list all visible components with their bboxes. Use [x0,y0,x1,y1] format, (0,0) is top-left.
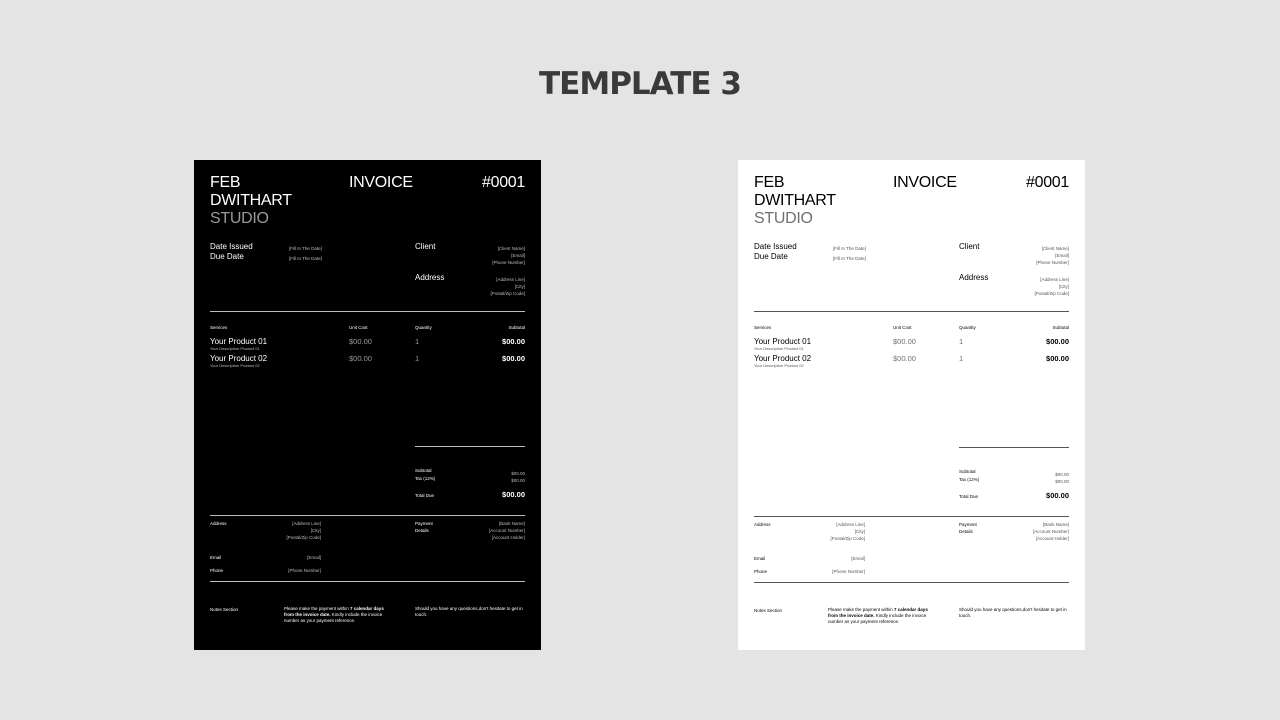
total-due-value: $00.00 [1046,491,1069,500]
client-phone: [Phone Number] [492,260,525,265]
address-label: Address [415,273,445,282]
footer-phone-label: Phone [210,568,224,573]
company-name [210,174,292,228]
address-city: [City] [1058,284,1069,289]
invoice-number: #0001 [482,174,525,191]
subtotal-value: $00.00 [511,471,525,476]
tax-label: Tax (12%) [959,477,980,482]
header-subtotal: Subtotal [1052,325,1069,330]
client-label: Client [415,242,436,251]
item-name: Your Product 01 [210,337,268,346]
invoice-title: INVOICE [349,174,413,191]
table-row [754,337,811,351]
footer-email-value: [Email] [851,556,865,561]
due-date-value: [Fill In The Date] [833,256,866,261]
footer-address-label: Address [210,521,227,526]
total-due-label: Total Due [415,493,435,498]
footer-address-city: [City] [310,528,321,533]
divider [210,311,525,312]
account-holder: [Account Holder] [1035,536,1069,541]
payment-label-line-2: Details [415,528,429,533]
footer-address-info [254,520,321,541]
payment-info [489,520,525,541]
address-label: Address [959,273,989,282]
company-line-3: STUDIO [210,210,269,227]
payment-label-line-1: Payment [415,521,433,526]
payment-info [1033,521,1069,542]
item-subtotal: $00.00 [1046,354,1069,363]
invoice-dark-template [194,160,541,650]
footer-address-label: Address [754,522,771,527]
page-title: TEMPLATE 3 [539,66,741,102]
subtotal-value: $00.00 [1055,472,1069,477]
client-name: [Client Name] [497,246,525,251]
address-info [1034,276,1069,297]
date-issued-value: [Fill In The Date] [833,246,866,251]
address-postal: [Postal/Zip Code] [490,291,525,296]
table-row [210,337,267,351]
footer-email-label: Email [754,556,766,561]
footer-address-postal: [Postal/Zip Code] [830,536,865,541]
divider [210,581,525,582]
table-row [210,354,267,368]
payment-label-line-1: Payment [959,522,977,527]
totals-divider [959,447,1069,448]
item-description: Your Description Product 01 [210,346,260,351]
questions-text: Should you have any questions,don't hesitate to get in touch. [959,607,1067,618]
notes-text [828,607,938,625]
notes-text-end: Kindly include the invoice number as your payment reference. [828,613,927,624]
address-city: [City] [514,284,525,289]
item-subtotal: $00.00 [502,354,525,363]
footer-phone-label: Phone [754,569,768,574]
company-line-2: DWITHART [210,192,292,209]
client-email: [Email] [1055,253,1069,258]
table-row [754,354,811,368]
header-quantity: Quantity [959,325,976,330]
item-qty: 1 [415,354,420,363]
client-info [1036,245,1069,266]
footer-address-city: [City] [854,529,865,534]
address-postal: [Postal/Zip Code] [1034,291,1069,296]
payment-label [415,520,433,534]
totals-divider [415,446,525,447]
company-name [754,174,836,228]
footer-email-value: [Email] [307,555,321,560]
notes-label: Notes Section [210,607,239,612]
item-unit-cost: $00.00 [349,354,372,363]
item-unit-cost: $00.00 [893,354,916,363]
invoice-number: #0001 [1026,174,1069,191]
footer-address-info [798,521,865,542]
total-due-value: $00.00 [502,490,525,499]
notes-text [284,606,394,624]
divider [754,516,1069,517]
payment-label [959,521,977,535]
payment-label-line-2: Details [959,529,973,534]
notes-text-start: Please make the payment within [828,607,895,612]
date-issued-label: Date Issued [754,242,797,251]
item-qty: 1 [959,354,964,363]
company-line-1: FEB [754,174,785,191]
header-quantity: Quantity [415,325,432,330]
tax-value: $00.00 [1055,479,1069,484]
header-services: Services [210,325,228,330]
bank-name: [Bank Name] [498,521,525,526]
company-line-1: FEB [210,174,241,191]
client-info [492,245,525,266]
item-description: Your Description Product 02 [210,363,260,368]
footer-phone-value: [Phone Number] [832,569,865,574]
client-name: [Client Name] [1041,246,1069,251]
item-name: Your Product 02 [210,354,268,363]
account-number: [Account Number] [488,528,525,533]
due-date-value: [Fill In The Date] [289,256,322,261]
notes-text-end: Kindly include the invoice number as your payment reference. [284,612,383,623]
item-unit-cost: $00.00 [893,337,916,346]
divider [210,515,525,516]
footer-address-line: [Address Line] [836,522,865,527]
header-unit-cost: Unit Cost [893,325,912,330]
due-date-label: Due Date [754,252,788,261]
tax-label: Tax (12%) [415,476,436,481]
bank-name: [Bank Name] [1042,522,1069,527]
address-info [490,276,525,297]
questions-text: Should you have any questions,don't hesitate to get in touch. [415,606,523,617]
item-name: Your Product 01 [754,337,812,346]
date-issued-value: [Fill In The Date] [289,246,322,251]
item-subtotal: $00.00 [1046,337,1069,346]
item-qty: 1 [959,337,964,346]
item-qty: 1 [415,337,420,346]
account-holder: [Account Holder] [491,535,525,540]
company-line-2: DWITHART [754,192,836,209]
client-email: [Email] [511,253,525,258]
item-unit-cost: $00.00 [349,337,372,346]
item-description: Your Description Product 01 [754,346,804,351]
footer-phone-value: [Phone Number] [288,568,321,573]
client-phone: [Phone Number] [1036,260,1069,265]
total-due-label: Total Due [959,494,979,499]
notes-label: Notes Section [754,608,783,613]
header-subtotal: Subtotal [508,325,525,330]
item-description: Your Description Product 02 [754,363,804,368]
header-services: Services [754,325,772,330]
footer-address-postal: [Postal/Zip Code] [286,535,321,540]
item-name: Your Product 02 [754,354,812,363]
invoice-title: INVOICE [893,174,957,191]
divider [754,582,1069,583]
company-line-3: STUDIO [754,210,813,227]
divider [754,311,1069,312]
tax-value: $00.00 [511,478,525,483]
footer-email-label: Email [210,555,222,560]
notes-text-bold: 7 calendar days from the invoice date. [828,607,928,618]
header-unit-cost: Unit Cost [349,325,368,330]
client-label: Client [959,242,980,251]
subtotal-label: Subtotal [415,468,432,473]
footer-address-line: [Address Line] [292,521,321,526]
subtotal-label: Subtotal [959,469,976,474]
notes-text-start: Please make the payment within [284,606,351,611]
account-number: [Account Number] [1032,529,1069,534]
invoice-light-template [738,160,1085,650]
notes-text-bold: 7 calendar days from the invoice date. [284,606,384,617]
due-date-label: Due Date [210,252,244,261]
item-subtotal: $00.00 [502,337,525,346]
address-line: [Address Line] [1040,277,1069,282]
address-line: [Address Line] [496,277,525,282]
date-issued-label: Date Issued [210,242,253,251]
